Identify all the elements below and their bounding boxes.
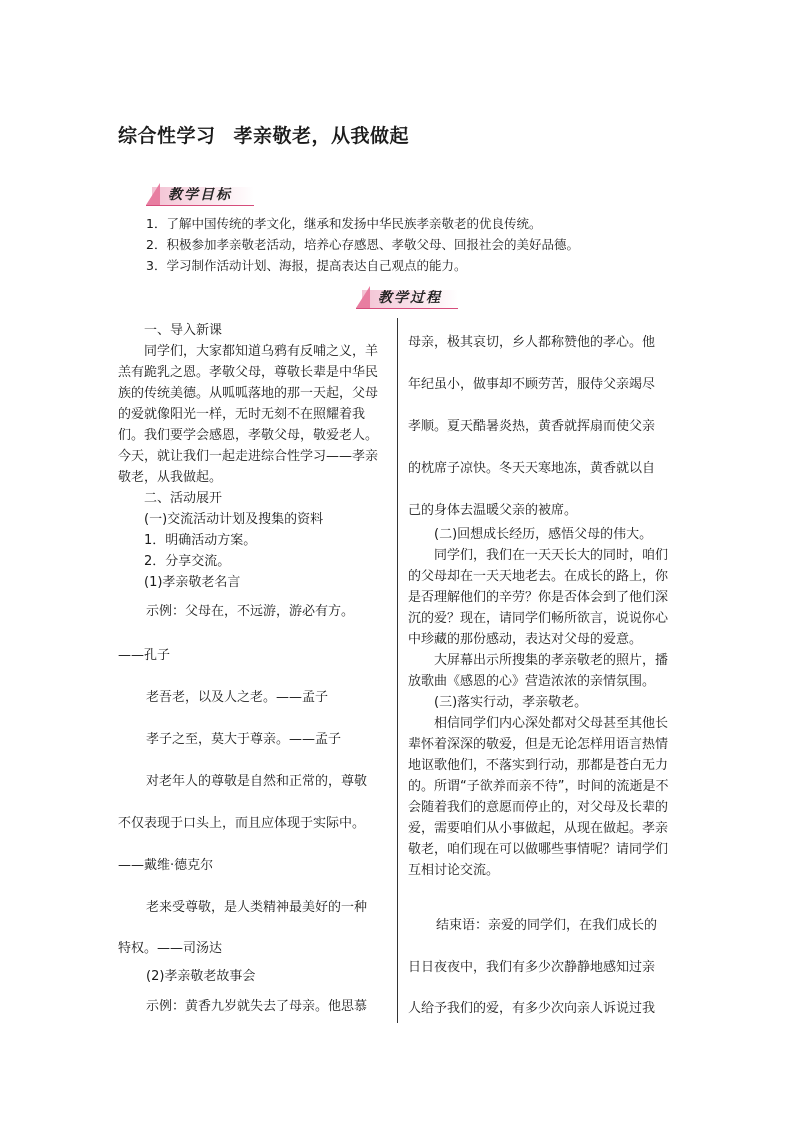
subheading-1: (一)交流活动计划及搜集的资料 xyxy=(144,512,324,527)
closing-line: 人给予我们的爱，有多少次向亲人诉说过我 xyxy=(408,1001,656,1016)
subheading-3: (三)落实行动，孝亲敬老。 xyxy=(434,695,588,710)
story-continued-line: 年纪虽小，做事却不顾劳苦，服侍父亲竭尽 xyxy=(408,377,656,392)
heading-activity: 二、活动展开 xyxy=(144,491,223,506)
quote-line: 老来受尊敬，是人类精神最美好的一种 xyxy=(146,900,368,915)
goal-item: 1．了解中国传统的孝文化，继承和发扬中华民族孝亲敬老的优良传统。 xyxy=(146,216,542,231)
quote-line: ——孔子 xyxy=(118,648,171,663)
closing-line: 结束语：亲爱的同学们，在我们成长的 xyxy=(436,918,658,933)
quote-line: 特权。——司汤达 xyxy=(118,941,223,956)
left-column xyxy=(118,320,386,593)
column-divider xyxy=(397,318,398,1023)
story-continued-line: 母亲，极其哀切，乡人都称赞他的孝心。他 xyxy=(408,335,656,350)
story-continued-line: 己的身体去温暖父亲的被席。 xyxy=(408,503,578,518)
story-continued-line: 孝顺。夏天酷暑炎热，黄香就挥扇而使父亲 xyxy=(408,419,656,434)
heading-intro: 一、导入新课 xyxy=(144,323,223,338)
quote-line: 老吾老，以及人之老。——孟子 xyxy=(146,690,329,705)
quote-line: ——戴维·德克尔 xyxy=(118,858,214,873)
goals-section-header xyxy=(146,183,254,205)
quote-line: 不仅表现于口头上，而且应体现于实际中。 xyxy=(118,816,366,831)
goals-header-label: 教学目标 xyxy=(168,187,232,203)
quote-line: 孝子之至，莫大于尊亲。——孟子 xyxy=(146,732,342,747)
intro-paragraph: 同学们，大家都知道乌鸦有反哺之义，羊羔有跪乳之恩。孝敬父母，尊敬长辈是中华民族的传统美德。从呱呱落地的那一天起，父母的爱就像阳光一样，无时无刻不在照耀着我们。我们要学会感恩，孝敬父母，敬爱老人。今天，就让我们一起走进综合性学习——孝亲敬老，从我做起。 xyxy=(118,344,379,485)
story-line: 示例：黄香九岁就失去了母亲。他思慕 xyxy=(146,999,368,1014)
screen-paragraph: 大屏幕出示所搜集的孝亲敬老的照片，播放歌曲《感恩的心》营造浓浓的亲情氛围。 xyxy=(408,653,669,689)
page-title xyxy=(118,121,409,148)
process-header-label: 教学过程 xyxy=(378,290,442,306)
goal-item: 3．学习制作活动计划、海报，提高表达自己观点的能力。 xyxy=(146,258,467,273)
growth-paragraph: 同学们，我们在一天天长大的同时，咱们的父母却在一天天地老去。在成长的路上，你是否理解他们的辛劳？你是否体会到了他们深沉的爱？现在，请同学们畅所欲言，说说你心中珍藏的那份感动，表达对父母的爱意。 xyxy=(408,548,669,647)
step-2: 2．分享交流。 xyxy=(144,554,231,569)
right-column xyxy=(408,524,680,881)
quotes-heading: (1)孝亲敬老名言 xyxy=(144,575,241,590)
quote-line: 对老年人的尊敬是自然和正常的，尊敬 xyxy=(146,774,368,789)
story-continued-line: 的枕席子凉快。冬天天寒地冻，黄香就以自 xyxy=(408,461,656,476)
closing-line: 日日夜夜中，我们有多少次静静地感知过亲 xyxy=(408,960,656,975)
action-paragraph: 相信同学们内心深处都对父母甚至其他长辈怀着深深的敬爱，但是无论怎样用语言热情地讴歌他们，不落实到行动，那都是苍白无力的。所谓“子欲养而亲不待”，时间的流逝是不会随着我们的意愿而停止的，对父母及长辈的爱，需要咱们从小事做起，从现在做起。孝亲敬老，咱们现在可以做哪些事情呢？请同学们互相讨论交流。 xyxy=(408,716,669,878)
goal-item: 2．积极参加孝亲敬老活动，培养心存感恩、孝敬父母、回报社会的美好品德。 xyxy=(146,237,579,252)
subheading-2: (二)回想成长经历，感悟父母的伟大。 xyxy=(434,527,653,542)
quote-line: 示例：父母在，不远游，游必有方。 xyxy=(146,604,355,619)
title-part2: 孝亲敬老，从我做起 xyxy=(233,125,410,147)
step-1: 1．明确活动方案。 xyxy=(144,533,257,548)
process-section-header xyxy=(356,286,458,308)
story-heading: (2)孝亲敬老故事会 xyxy=(146,969,256,984)
title-part1: 综合性学习 xyxy=(118,125,216,147)
